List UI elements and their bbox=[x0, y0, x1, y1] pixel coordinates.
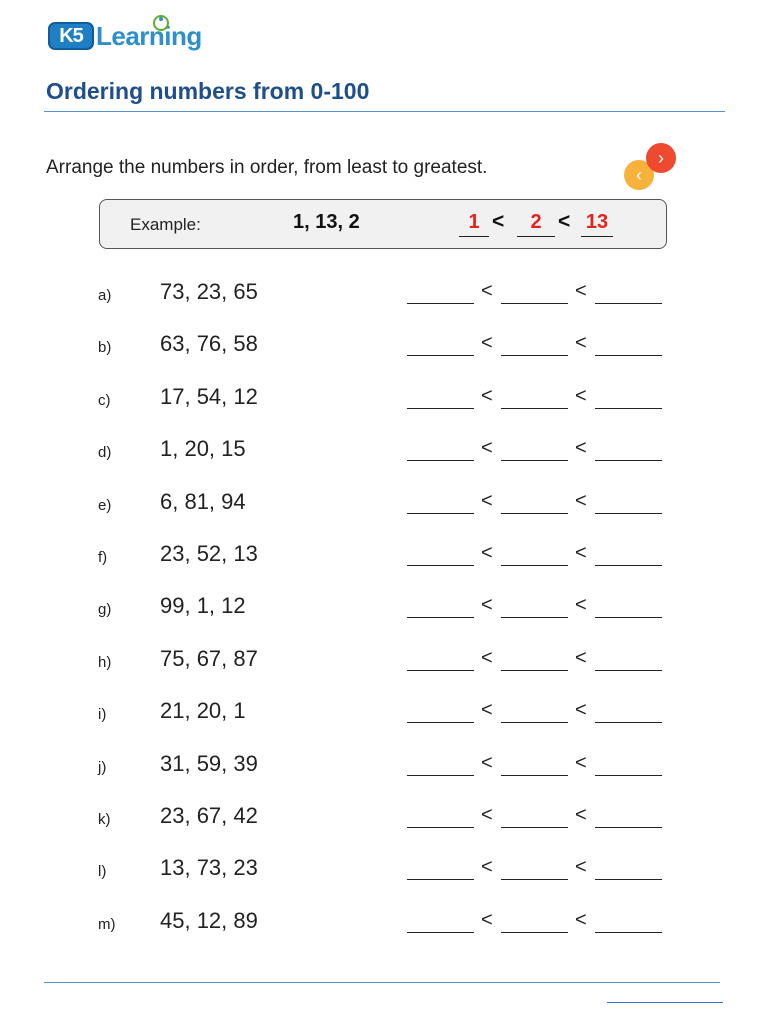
answer-blank-2[interactable] bbox=[501, 670, 568, 671]
less-than-sign: < bbox=[575, 542, 587, 564]
example-less-than-1: < bbox=[492, 210, 505, 233]
example-answer-3: 13 bbox=[581, 211, 613, 237]
less-than-sign: < bbox=[481, 751, 493, 774]
problem-numbers: 23, 67, 42 bbox=[160, 803, 258, 828]
answer-blank-2[interactable] bbox=[501, 722, 568, 723]
footer-link[interactable] bbox=[607, 1002, 723, 1003]
less-than-sign: < bbox=[575, 489, 587, 512]
answer-blank-1[interactable] bbox=[407, 355, 474, 356]
answer-blank-2[interactable] bbox=[501, 355, 568, 356]
less-than-sign: < bbox=[575, 856, 587, 879]
k5-learning-logo bbox=[48, 16, 202, 56]
page-title: Ordering numbers from 0-100 bbox=[46, 78, 370, 104]
problem-numbers: 1, 20, 15 bbox=[160, 436, 246, 462]
problem-numbers: 6, 81, 94 bbox=[160, 488, 246, 514]
problem-numbers: 63, 76, 58 bbox=[160, 331, 258, 357]
example-label: Example: bbox=[130, 215, 201, 234]
problem-letter: d) bbox=[98, 444, 112, 462]
less-than-sign: < bbox=[481, 332, 493, 355]
less-than-sign: < bbox=[575, 751, 587, 774]
problem-letter: m) bbox=[98, 915, 116, 933]
less-than-sign: < bbox=[481, 437, 493, 460]
answer-blank-3[interactable] bbox=[595, 303, 662, 304]
less-than-sign: < bbox=[481, 646, 493, 669]
problem-letter: h) bbox=[98, 653, 112, 671]
less-than-sign: < bbox=[481, 280, 493, 302]
problem-row bbox=[0, 279, 768, 309]
answer-blank-3[interactable] bbox=[595, 722, 662, 723]
less-than-sign: < bbox=[481, 542, 493, 564]
less-than-sign: < bbox=[575, 646, 587, 669]
answer-blank-3[interactable] bbox=[595, 879, 662, 880]
answer-blank-1[interactable] bbox=[407, 460, 474, 461]
answer-blank-3[interactable] bbox=[595, 408, 662, 409]
example-less-than-2: < bbox=[558, 210, 571, 233]
answer-blank-1[interactable] bbox=[407, 617, 474, 618]
problem-letter: f) bbox=[98, 549, 108, 566]
answer-blank-2[interactable] bbox=[501, 932, 568, 933]
less-than-sign: < bbox=[575, 332, 587, 355]
problem-letter: i) bbox=[98, 706, 107, 724]
instructions-text: Arrange the numbers in order, from least to greatest. bbox=[46, 157, 488, 178]
less-than-sign: < bbox=[575, 804, 587, 826]
problem-letter: e) bbox=[98, 496, 112, 514]
problem-letter: c) bbox=[98, 391, 111, 409]
problem-numbers: 13, 73, 23 bbox=[160, 855, 258, 881]
answer-blank-3[interactable] bbox=[595, 827, 662, 828]
answer-blank-1[interactable] bbox=[407, 879, 474, 880]
problem-numbers: 99, 1, 12 bbox=[160, 593, 246, 619]
answer-blank-2[interactable] bbox=[501, 617, 568, 618]
answer-blank-2[interactable] bbox=[501, 303, 568, 304]
less-than-sign: < bbox=[481, 489, 493, 512]
less-than-sign: < bbox=[481, 856, 493, 879]
logo-figure-icon bbox=[152, 14, 170, 32]
answer-blank-2[interactable] bbox=[501, 460, 568, 461]
problem-letter: j) bbox=[98, 758, 107, 776]
less-than-sign: < bbox=[481, 908, 493, 931]
answer-blank-3[interactable] bbox=[595, 932, 662, 933]
problem-row bbox=[0, 541, 768, 571]
footer-divider bbox=[44, 982, 720, 983]
answer-blank-3[interactable] bbox=[595, 460, 662, 461]
less-than-sign: < bbox=[481, 804, 493, 826]
answer-blank-3[interactable] bbox=[595, 670, 662, 671]
answer-blank-1[interactable] bbox=[407, 775, 474, 776]
problem-row bbox=[0, 855, 768, 885]
title-divider bbox=[44, 111, 725, 112]
less-than-sign: < bbox=[481, 594, 493, 617]
problem-letter: b) bbox=[98, 339, 112, 357]
less-than-sign: < bbox=[575, 437, 587, 460]
problem-row bbox=[0, 908, 768, 938]
answer-blank-1[interactable] bbox=[407, 303, 474, 304]
problem-numbers: 31, 59, 39 bbox=[160, 750, 258, 776]
problem-letter: a) bbox=[98, 287, 112, 304]
problem-row bbox=[0, 489, 768, 519]
problem-numbers: 21, 20, 1 bbox=[160, 698, 246, 724]
answer-blank-2[interactable] bbox=[501, 565, 568, 566]
logo-k5-badge: K5 bbox=[48, 22, 94, 50]
problem-letter: k) bbox=[98, 811, 111, 828]
answer-blank-1[interactable] bbox=[407, 565, 474, 566]
answer-blank-3[interactable] bbox=[595, 513, 662, 514]
problem-row bbox=[0, 698, 768, 728]
problem-numbers: 73, 23, 65 bbox=[160, 279, 258, 304]
problem-numbers: 23, 52, 13 bbox=[160, 541, 258, 566]
problem-row bbox=[0, 803, 768, 833]
problem-row bbox=[0, 751, 768, 781]
answer-blank-2[interactable] bbox=[501, 513, 568, 514]
answer-blank-3[interactable] bbox=[595, 565, 662, 566]
problem-row bbox=[0, 646, 768, 676]
chevron-right-icon[interactable]: › bbox=[646, 143, 676, 173]
problem-letter: l) bbox=[98, 863, 107, 881]
problem-row bbox=[0, 331, 768, 361]
example-numbers: 1, 13, 2 bbox=[293, 211, 360, 233]
less-than-sign: < bbox=[481, 384, 493, 407]
example-box bbox=[99, 199, 667, 249]
answer-blank-1[interactable] bbox=[407, 827, 474, 828]
answer-blank-2[interactable] bbox=[501, 775, 568, 776]
chevron-left-icon[interactable]: ‹ bbox=[624, 160, 654, 190]
problem-row bbox=[0, 384, 768, 414]
less-than-sign: < bbox=[575, 280, 587, 302]
problem-numbers: 75, 67, 87 bbox=[160, 645, 258, 671]
problem-row bbox=[0, 593, 768, 623]
answer-blank-1[interactable] bbox=[407, 670, 474, 671]
less-than-sign: < bbox=[481, 699, 493, 722]
answer-blank-1[interactable] bbox=[407, 932, 474, 933]
example-answer-1: 1 bbox=[459, 211, 489, 237]
less-than-sign: < bbox=[575, 699, 587, 722]
answer-blank-2[interactable] bbox=[501, 408, 568, 409]
less-than-sign: < bbox=[575, 908, 587, 931]
problem-numbers: 17, 54, 12 bbox=[160, 383, 258, 409]
answer-blank-2[interactable] bbox=[501, 879, 568, 880]
less-than-sign: < bbox=[575, 594, 587, 617]
problem-letter: g) bbox=[98, 601, 112, 619]
answer-blank-2[interactable] bbox=[501, 827, 568, 828]
answer-blank-1[interactable] bbox=[407, 513, 474, 514]
logo-wordmark: Learning bbox=[96, 20, 202, 51]
answer-blank-3[interactable] bbox=[595, 775, 662, 776]
problem-row bbox=[0, 436, 768, 466]
answer-blank-1[interactable] bbox=[407, 722, 474, 723]
example-answer-2: 2 bbox=[517, 211, 555, 237]
answer-blank-1[interactable] bbox=[407, 408, 474, 409]
answer-blank-3[interactable] bbox=[595, 355, 662, 356]
answer-blank-3[interactable] bbox=[595, 617, 662, 618]
less-than-sign: < bbox=[575, 384, 587, 407]
problem-numbers: 45, 12, 89 bbox=[160, 907, 258, 933]
